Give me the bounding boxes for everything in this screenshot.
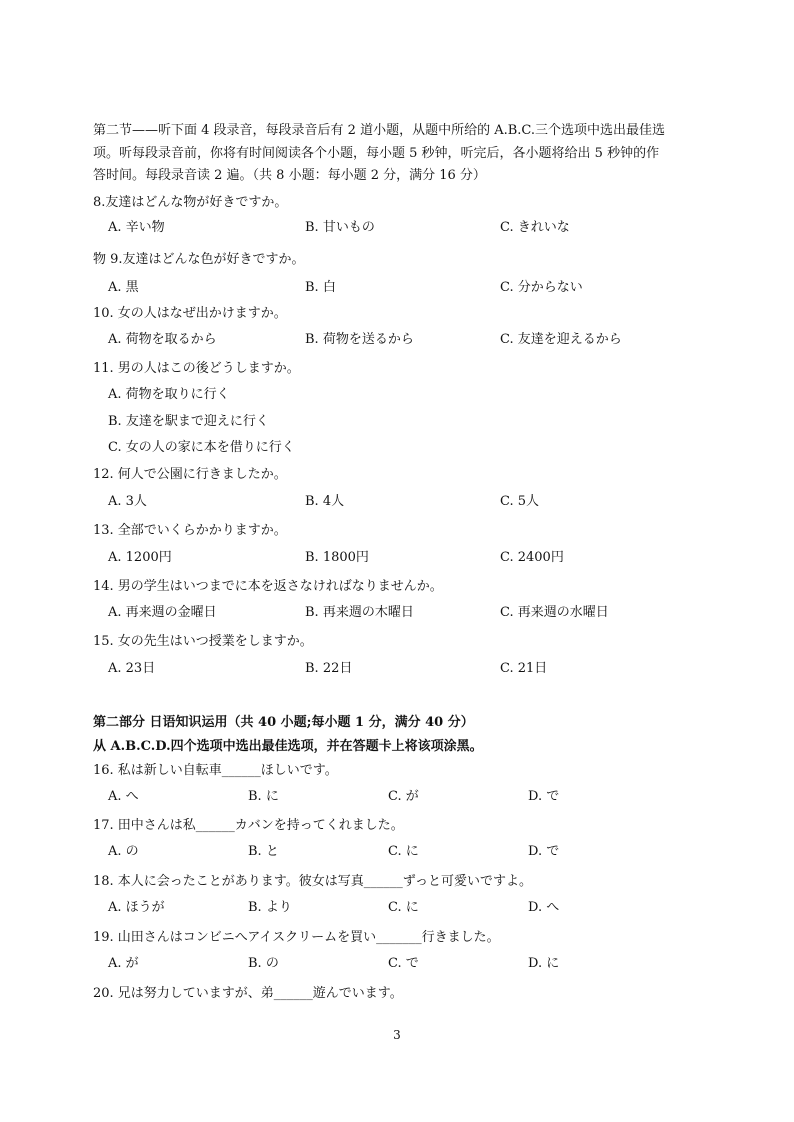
question-16-option-c: C. が — [388, 789, 419, 804]
intro-line-1: 第二节——听下面 4 段录音，每段录音后有 2 道小题，从题中所给的 A.B.C.三个选项中选出最佳选 — [93, 123, 666, 138]
question-14-option-b: B. 再来週の木曜日 — [305, 605, 414, 620]
question-8-stem: 8.友達はどんな物が好きですか。 — [93, 195, 288, 210]
question-11-stem: 11. 男の人はこの後どうしますか。 — [93, 361, 300, 376]
question-8-option-c: C. きれいな — [500, 220, 570, 235]
question-15-option-c: C. 21日 — [500, 661, 548, 676]
part-2-heading: 第二部分 日语知识运用（共 40 小题;每小题 1 分，满分 40 分） — [93, 715, 474, 730]
question-18-option-c: C. に — [388, 900, 419, 915]
question-12-stem: 12. 何人で公園に行きましたか。 — [93, 467, 287, 482]
question-13-stem: 13. 全部でいくらかかりますか。 — [93, 523, 287, 538]
question-12-option-a: A. 3人 — [108, 494, 147, 509]
question-13-option-c: C. 2400円 — [500, 550, 564, 565]
question-17-option-a: A. の — [108, 844, 139, 859]
question-16-option-a: A. へ — [108, 789, 139, 804]
question-19-stem: 19. 山田さんはコンビニへアイスクリームを買い_______行きました。 — [93, 930, 500, 945]
question-9-option-b: B. 白 — [305, 280, 336, 295]
question-12-option-c: C. 5人 — [500, 494, 540, 509]
question-10-stem: 10. 女の人はなぜ出かけますか。 — [93, 306, 287, 321]
question-14-option-a: A. 再来週の金曜日 — [108, 605, 217, 620]
question-11-option-b: B. 友達を駅まで迎えに行く — [108, 414, 269, 429]
question-16-option-b: B. に — [248, 789, 279, 804]
question-14-stem: 14. 男の学生はいつまでに本を返さなければなりませんか。 — [93, 579, 443, 594]
question-14-option-c: C. 再来週の水曜日 — [500, 605, 609, 620]
question-8-option-b: B. 甘いもの — [305, 220, 375, 235]
question-13-option-a: A. 1200円 — [108, 550, 172, 565]
question-16-option-d: D. で — [528, 789, 560, 804]
question-18-option-a: A. ほうが — [108, 900, 165, 915]
question-15-option-a: A. 23日 — [108, 661, 156, 676]
question-11-option-a: A. 荷物を取りに行く — [108, 387, 230, 402]
question-10-option-b: B. 荷物を送るから — [305, 332, 414, 347]
question-12-option-b: B. 4人 — [305, 494, 345, 509]
intro-line-3: 答时间。每段录音读 2 遍。（共 8 小题：每小题 2 分，满分 16 分） — [93, 168, 486, 183]
question-11-option-c: C. 女の人の家に本を借りに行く — [108, 440, 295, 455]
question-17-option-b: B. と — [248, 844, 279, 859]
question-17-stem: 17. 田中さんは私______カバンを持ってくれました。 — [93, 818, 404, 833]
question-20-stem: 20. 兄は努力していますが、弟______遊んでいます。 — [93, 986, 403, 1001]
question-8-option-a: A. 辛い物 — [108, 220, 165, 235]
question-17-option-c: C. に — [388, 844, 419, 859]
part-2-instruction: 从 A.B.C.D.四个选项中选出最佳选项，并在答题卡上将该项涂黑。 — [93, 739, 483, 754]
question-9-option-c: C. 分からない — [500, 280, 583, 295]
question-19-option-b: B. の — [248, 956, 279, 971]
section-intro — [93, 120, 713, 188]
question-10-option-a: A. 荷物を取るから — [108, 332, 217, 347]
question-18-option-b: B. より — [248, 900, 292, 915]
question-19-option-a: A. が — [108, 956, 139, 971]
question-10-option-c: C. 友達を迎えるから — [500, 332, 622, 347]
question-18-stem: 18. 本人に会ったことがあります。彼女は写真______ずっと可愛いですよ。 — [93, 874, 532, 889]
question-9-stem: 物 9.友達はどんな色が好きですか。 — [93, 252, 305, 267]
question-15-stem: 15. 女の先生はいつ授業をしますか。 — [93, 634, 313, 649]
intro-line-2: 项。听每段录音前，你将有时间阅读各个小题，每小题 5 秒钟，听完后，各小题将给出 5 秒钟的作 — [93, 145, 660, 161]
question-9-option-a: A. 黒 — [108, 280, 139, 295]
page-number: 3 — [393, 1028, 401, 1042]
question-15-option-b: B. 22日 — [305, 661, 353, 676]
question-17-option-d: D. で — [528, 844, 560, 859]
question-19-option-d: D. に — [528, 956, 560, 971]
question-16-stem: 16. 私は新しい自転車______ほしいです。 — [93, 763, 338, 778]
question-13-option-b: B. 1800円 — [305, 550, 369, 565]
question-18-option-d: D. へ — [528, 900, 560, 915]
question-19-option-c: C. で — [388, 956, 419, 971]
